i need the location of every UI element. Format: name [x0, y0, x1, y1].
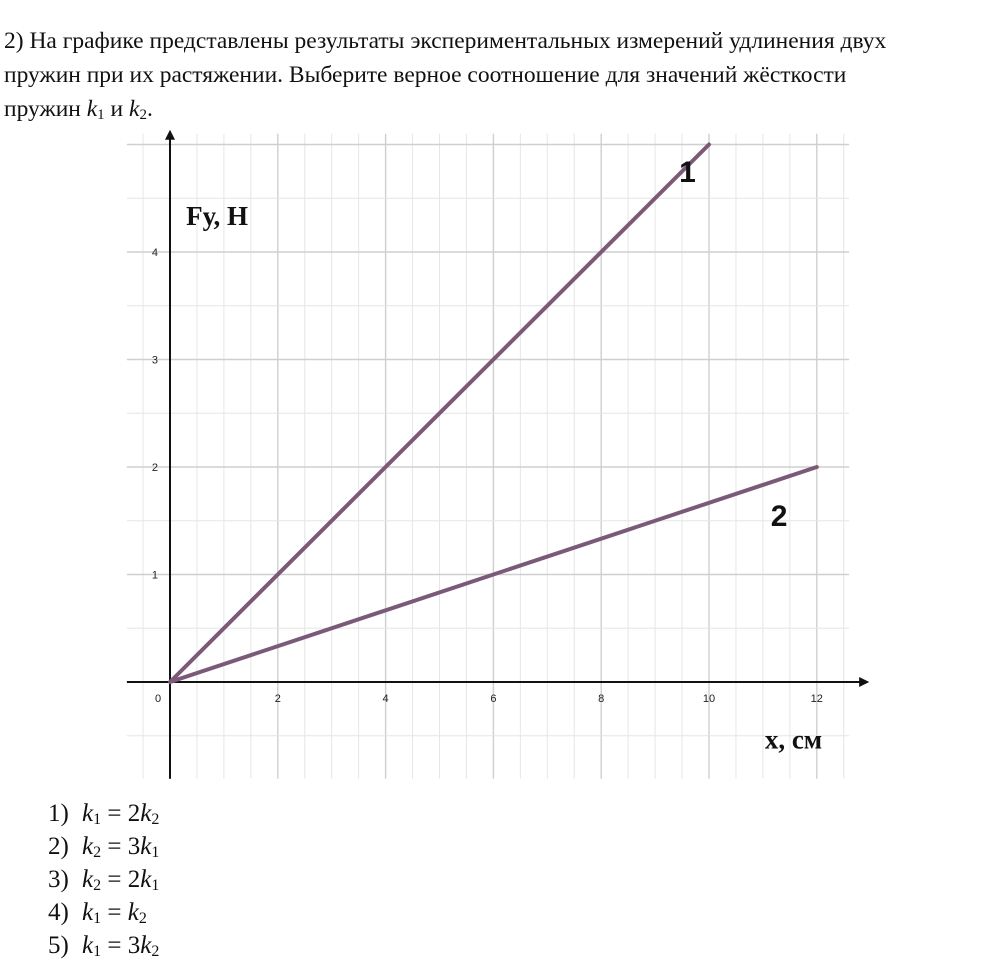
answer-number: 3): [48, 866, 69, 893]
answer-rhs-subscript: 2: [138, 910, 147, 927]
answer-rhs: k: [140, 800, 152, 827]
y-axis-label: Fу, Н: [186, 201, 248, 232]
question-line-2: пружин при их растяжении. Выберите верное соотношение для значений жёсткости: [4, 62, 847, 88]
answer-number: 5): [48, 932, 69, 959]
series-label-2: 2: [770, 500, 788, 534]
k1-symbol: k: [86, 96, 98, 122]
answer-lhs: k: [82, 866, 94, 893]
y-tick-label: 1: [151, 569, 158, 582]
answer-lhs-subscript: 2: [93, 844, 102, 861]
answer-rhs-subscript: 2: [151, 943, 160, 960]
k2-symbol: k: [129, 96, 140, 122]
answer-lhs-subscript: 2: [93, 877, 102, 894]
answer-rhs-subscript: 1: [151, 844, 160, 861]
answer-rhs: k: [140, 932, 152, 959]
answer-option-1[interactable]: [48, 797, 159, 830]
y-tick-label: 2: [151, 462, 158, 474]
answer-equals: = 3: [101, 932, 141, 959]
x-tick-label: 8: [598, 693, 605, 705]
chart-ticks: [152, 247, 823, 705]
answer-option-2[interactable]: [48, 830, 159, 863]
answer-equals: =: [101, 899, 128, 926]
x-tick-label: 2: [274, 693, 281, 705]
answer-lhs: k: [82, 899, 94, 926]
question-number: 2): [4, 28, 24, 54]
answer-lhs-subscript: 1: [93, 910, 102, 927]
answer-lhs: k: [82, 800, 94, 827]
answer-lhs-subscript: 1: [93, 943, 102, 960]
answer-option-4[interactable]: [48, 896, 159, 929]
question-text: [4, 24, 989, 126]
answer-number: 2): [48, 833, 69, 860]
answer-lhs: k: [82, 833, 94, 860]
force-extension-chart: [0, 128, 996, 788]
answer-lhs: k: [82, 932, 94, 959]
x-tick-label: 4: [382, 693, 389, 705]
answer-rhs-subscript: 2: [151, 811, 160, 828]
question-line-1: 2) На графике представлены результаты экспериментальных измерений удлинения двух: [4, 28, 887, 54]
chart-labels: [186, 156, 822, 755]
answer-rhs: k: [127, 899, 139, 926]
x-tick-label: 6: [490, 693, 497, 705]
y-tick-label: 3: [151, 354, 158, 367]
x-tick-label: 0: [154, 693, 162, 705]
answer-rhs-subscript: 1: [151, 877, 160, 894]
x-axis-label: x, см: [764, 724, 823, 755]
series-label-1: 1: [679, 156, 696, 190]
answer-rhs: k: [140, 866, 152, 893]
answer-options: [48, 797, 159, 962]
x-tick-label: 12: [810, 693, 823, 705]
answer-equals: = 2: [101, 866, 141, 893]
question-line-3: пружин $k_1$ и $k_2$.: [4, 96, 153, 123]
x-tick-label: 10: [702, 693, 716, 705]
answer-option-5[interactable]: [48, 929, 159, 962]
answer-number: 1): [48, 800, 69, 827]
answer-option-3[interactable]: [48, 863, 159, 896]
answer-equals: = 2: [101, 800, 141, 827]
answer-lhs-subscript: 1: [93, 811, 102, 828]
y-tick-label: 4: [151, 247, 158, 259]
answer-rhs: k: [140, 833, 152, 860]
answer-equals: = 3: [101, 833, 141, 860]
answer-number: 4): [48, 899, 69, 926]
